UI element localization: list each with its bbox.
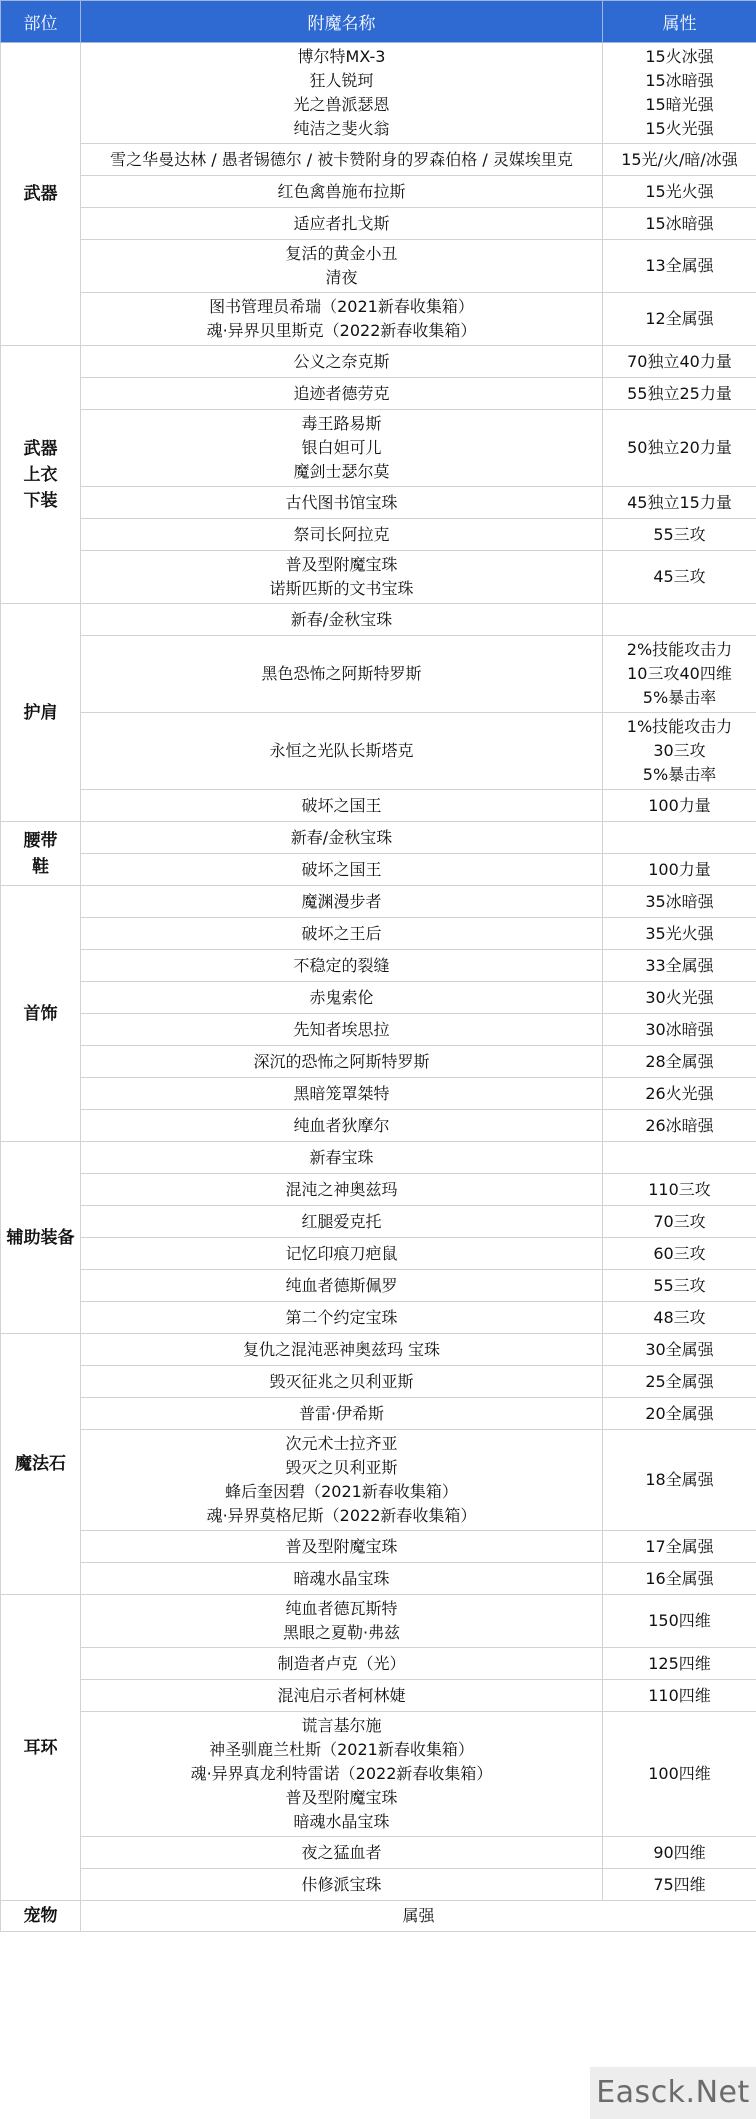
- table-row: [1, 43, 756, 144]
- attribute-value: 50独立20力量: [627, 438, 732, 457]
- table-row-pet: [1, 1901, 756, 1932]
- enchant-name: 先知者埃思拉: [293, 1019, 390, 1039]
- attribute-cell: [603, 378, 756, 410]
- enchant-name: 佧修派宝珠: [301, 1874, 382, 1894]
- part-cell: 魔法石: [1, 1334, 81, 1595]
- enchant-name-cell: [81, 1837, 603, 1869]
- attribute-cell: [603, 176, 756, 208]
- table-row: [1, 1869, 756, 1901]
- attribute-value: 13全属强: [645, 256, 714, 275]
- enchant-name: 黑暗笼罩桀特: [293, 1083, 390, 1103]
- enchant-name: 红腿爱克托: [301, 1211, 382, 1231]
- attribute-value: 45独立15力量: [627, 492, 732, 512]
- enchant-name-cell: [81, 1869, 603, 1901]
- enchant-name: 蜂后奎因碧（2021新春收集箱）: [225, 1482, 458, 1501]
- enchant-name-cell: [81, 1142, 603, 1174]
- table-row: [1, 886, 756, 918]
- attribute-value: 5%暴击率: [642, 688, 717, 707]
- attribute-value: 48三攻: [653, 1307, 706, 1327]
- part-cell: 护肩: [1, 604, 81, 822]
- attribute-cell: [603, 551, 756, 604]
- enchant-name: 光之兽派瑟恩: [293, 95, 390, 114]
- enchant-name-cell: [81, 1680, 603, 1712]
- attribute-value: 55独立25力量: [627, 383, 732, 403]
- enchant-name: 新春/金秋宝珠: [290, 827, 393, 847]
- attribute-value: 60三攻: [653, 1243, 706, 1263]
- table-row: [1, 822, 756, 854]
- enchant-name: 暗魂水晶宝珠: [293, 1568, 390, 1588]
- table-row: [1, 240, 756, 293]
- attribute-cell: [603, 1837, 756, 1869]
- attribute-cell: [603, 604, 756, 636]
- table-row: [1, 1238, 756, 1270]
- attribute-cell: [603, 1142, 756, 1174]
- table-row: [1, 950, 756, 982]
- enchant-name-cell: [81, 519, 603, 551]
- enchant-name: 清夜: [325, 268, 358, 287]
- attribute-value: 55三攻: [653, 524, 706, 544]
- attribute-value: 45三攻: [653, 567, 706, 586]
- header-attr: 属性: [603, 1, 756, 43]
- attribute-cell: [603, 519, 756, 551]
- attribute-cell: [603, 346, 756, 378]
- enchant-name: 混沌启示者柯林婕: [277, 1685, 406, 1705]
- enchant-name: 不稳定的裂缝: [293, 955, 390, 975]
- table-row: [1, 1174, 756, 1206]
- table-body: [1, 43, 756, 1932]
- attribute-value: 15火光强: [645, 119, 714, 138]
- enchant-name-cell: [81, 1712, 603, 1837]
- enchant-name-cell: [81, 822, 603, 854]
- table-row: [1, 1334, 756, 1366]
- enchant-name: 适应者扎戈斯: [293, 213, 390, 233]
- enchant-name-cell: [81, 43, 603, 144]
- enchant-name: 混沌之神奥兹玛: [285, 1179, 398, 1199]
- attribute-value: 15暗光强: [645, 95, 714, 114]
- enchant-name: 黑眼之夏勒·弗兹: [282, 1623, 401, 1642]
- attribute-value: 15火冰强: [645, 47, 714, 66]
- table-row: [1, 346, 756, 378]
- enchant-name-cell: [81, 144, 603, 176]
- table-row: [1, 713, 756, 790]
- attribute-value: 16全属强: [645, 1568, 714, 1588]
- enchant-name-cell: [81, 1238, 603, 1270]
- enchant-name: 记忆印痕刀疤鼠: [285, 1243, 398, 1263]
- table-row: [1, 519, 756, 551]
- enchant-name: 博尔特MX-3: [297, 47, 386, 66]
- enchant-name-cell: [81, 487, 603, 519]
- table-row: [1, 1142, 756, 1174]
- table-row: [1, 1680, 756, 1712]
- enchant-name-cell: [81, 551, 603, 604]
- table-row: [1, 1302, 756, 1334]
- part-cell: 腰带 鞋: [1, 822, 81, 886]
- enchant-name: 毁灭征兆之贝利亚斯: [269, 1371, 414, 1391]
- attribute-value: 100四维: [648, 1764, 711, 1783]
- table-row: [1, 854, 756, 886]
- attribute-cell: [603, 487, 756, 519]
- enchant-name-cell: [81, 713, 603, 790]
- attribute-value: 18全属强: [645, 1470, 714, 1489]
- part-cell: 耳环: [1, 1595, 81, 1901]
- attribute-cell: [603, 1366, 756, 1398]
- enchant-name: 普及型附魔宝珠: [285, 555, 398, 574]
- attribute-value: 15冰暗强: [645, 213, 714, 233]
- enchant-name: 狂人锐珂: [309, 71, 374, 90]
- attribute-cell: [603, 1595, 756, 1648]
- attribute-value: 125四维: [648, 1653, 711, 1673]
- attribute-cell: [603, 1712, 756, 1837]
- attribute-cell: [603, 636, 756, 713]
- attribute-value: 30火光强: [645, 987, 714, 1007]
- attribute-value: 70独立40力量: [627, 351, 732, 371]
- table-row: [1, 1398, 756, 1430]
- enchant-name-cell: [81, 1334, 603, 1366]
- attribute-cell: [603, 410, 756, 487]
- attribute-cell: [603, 1334, 756, 1366]
- table-row: [1, 487, 756, 519]
- enchant-name: 追迹者德劳克: [293, 383, 390, 403]
- enchant-name-cell: [81, 604, 603, 636]
- attribute-value: 100力量: [648, 859, 711, 879]
- attribute-value: 30冰暗强: [645, 1019, 714, 1039]
- enchant-name: 破坏之国王: [301, 859, 382, 879]
- enchant-name: 夜之猛血者: [301, 1842, 382, 1862]
- enchant-name: 毒王路易斯: [301, 414, 382, 433]
- attribute-value: 150四维: [648, 1611, 711, 1630]
- attribute-cell: [603, 854, 756, 886]
- attribute-cell: [603, 1531, 756, 1563]
- table-row: [1, 1595, 756, 1648]
- attribute-value: 35冰暗强: [645, 891, 714, 911]
- attribute-cell: [603, 240, 756, 293]
- enchant-name: 普雷·伊希斯: [298, 1403, 385, 1423]
- enchant-name-cell: [81, 1648, 603, 1680]
- table-row: [1, 1712, 756, 1837]
- attribute-cell: [603, 1430, 756, 1531]
- enchant-name: 制造者卢克（光）: [277, 1653, 406, 1673]
- enchant-name-cell: [81, 1078, 603, 1110]
- attribute-cell: [603, 822, 756, 854]
- table-row: [1, 1014, 756, 1046]
- attribute-value: 28全属强: [645, 1051, 714, 1071]
- attribute-value: 70三攻: [653, 1211, 706, 1231]
- attribute-value: 55三攻: [653, 1275, 706, 1295]
- attribute-cell: [603, 1110, 756, 1142]
- part-cell: 辅助装备: [1, 1142, 81, 1334]
- enchant-name: 公义之奈克斯: [293, 351, 390, 371]
- enchant-name: 魔渊漫步者: [301, 891, 382, 911]
- enchant-name: 普及型附魔宝珠: [285, 1536, 398, 1556]
- table-row: [1, 790, 756, 822]
- enchant-name-cell: [81, 1430, 603, 1531]
- attribute-cell: [603, 1302, 756, 1334]
- enchant-name-cell: [81, 378, 603, 410]
- enchant-name: 永恒之光队长斯塔克: [269, 741, 414, 760]
- enchant-name: 暗魂水晶宝珠: [293, 1812, 390, 1831]
- attribute-cell: [603, 950, 756, 982]
- enchant-name: 银白妲可儿: [301, 438, 382, 457]
- header-part: 部位: [1, 1, 81, 43]
- enchant-name-cell: [81, 1206, 603, 1238]
- attribute-cell: [603, 982, 756, 1014]
- enchant-name: 深沉的恐怖之阿斯特罗斯: [253, 1051, 430, 1071]
- attribute-cell: [603, 1078, 756, 1110]
- enchant-name-cell: [81, 208, 603, 240]
- enchant-name: 神圣驯鹿兰杜斯（2021新春收集箱）: [209, 1740, 474, 1759]
- table-row: [1, 1531, 756, 1563]
- enchant-name: 复活的黄金小丑: [285, 244, 398, 263]
- attribute-cell: [603, 208, 756, 240]
- enchant-name-cell: [81, 1270, 603, 1302]
- attribute-value: 12全属强: [645, 309, 714, 328]
- attribute-value: 110三攻: [648, 1179, 711, 1199]
- attribute-value: 2%技能攻击力: [626, 640, 733, 659]
- enchant-name: 诺斯匹斯的文书宝珠: [269, 579, 414, 598]
- attribute-value: 75四维: [653, 1874, 706, 1894]
- enchant-name: 纯血者德瓦斯特: [285, 1599, 398, 1618]
- enchant-name-cell: [81, 1366, 603, 1398]
- enchant-name-cell: [81, 1174, 603, 1206]
- enchant-name-cell: [81, 1302, 603, 1334]
- attribute-cell: [603, 1206, 756, 1238]
- header-row: [1, 1, 756, 43]
- attribute-value: 30全属强: [645, 1339, 714, 1359]
- table-row: [1, 982, 756, 1014]
- enchant-name-cell: [81, 982, 603, 1014]
- enchant-name: 破坏之王后: [301, 923, 382, 943]
- enchant-name: 纯洁之斐火翁: [293, 119, 390, 138]
- attribute-cell: [603, 293, 756, 346]
- attribute-cell: [603, 790, 756, 822]
- enchant-name: 次元术士拉齐亚: [285, 1434, 398, 1453]
- part-cell: 武器: [1, 43, 81, 346]
- enchant-name: 第二个约定宝珠: [285, 1307, 398, 1327]
- enchant-name-cell: [81, 1398, 603, 1430]
- enchant-name-cell: [81, 1014, 603, 1046]
- enchant-name: 毁灭之贝利亚斯: [285, 1458, 398, 1477]
- table-row: [1, 604, 756, 636]
- table-row: [1, 1046, 756, 1078]
- enchant-name: 祭司长阿拉克: [293, 524, 390, 544]
- attribute-value: 1%技能攻击力: [626, 717, 733, 736]
- table-row: [1, 144, 756, 176]
- enchant-name-cell: [81, 886, 603, 918]
- attribute-cell: [603, 1869, 756, 1901]
- enchant-name: 图书管理员希瑞（2021新春收集箱）: [209, 297, 474, 316]
- attribute-cell: [603, 1648, 756, 1680]
- table-row: [1, 378, 756, 410]
- table-row: [1, 1837, 756, 1869]
- table-row: [1, 1078, 756, 1110]
- enchant-name-cell: [81, 176, 603, 208]
- enchant-name-cell: [81, 240, 603, 293]
- attribute-value: 33全属强: [645, 955, 714, 975]
- attribute-value: 15光/火/暗/冰强: [621, 149, 738, 169]
- attribute-value: 100力量: [648, 795, 711, 815]
- part-cell: 宠物: [1, 1901, 81, 1932]
- attribute-cell: [603, 1680, 756, 1712]
- attribute-cell: [603, 1270, 756, 1302]
- attribute-value: 15光火强: [645, 181, 714, 201]
- attribute-value: 26火光强: [645, 1083, 714, 1103]
- pet-attribute-cell: 属强: [81, 1901, 756, 1932]
- table-row: [1, 918, 756, 950]
- enchant-name: 纯血者德斯佩罗: [285, 1275, 398, 1295]
- header-name: 附魔名称: [81, 1, 603, 43]
- enchant-name-cell: [81, 950, 603, 982]
- attribute-value: 20全属强: [645, 1403, 714, 1423]
- site-watermark: Easck.Net: [590, 2067, 756, 2119]
- enchant-name-cell: [81, 854, 603, 886]
- enchant-name: 雪之华曼达林 / 愚者锡德尔 / 被卡赞附身的罗森伯格 / 灵媒埃里克: [110, 149, 573, 169]
- attribute-cell: [603, 1398, 756, 1430]
- enchant-name-cell: [81, 346, 603, 378]
- enchant-name-cell: [81, 1563, 603, 1595]
- attribute-value: 35光火强: [645, 923, 714, 943]
- attribute-cell: [603, 144, 756, 176]
- enchant-name-cell: [81, 918, 603, 950]
- attribute-value: 30三攻: [653, 741, 706, 760]
- enchant-name: 魂·异界莫格尼斯（2022新春收集箱）: [206, 1506, 477, 1525]
- enchant-name: 纯血者狄摩尔: [293, 1115, 390, 1135]
- attribute-value: 10三攻40四维: [627, 664, 732, 683]
- enchant-name: 破坏之国王: [301, 795, 382, 815]
- attribute-value: 90四维: [653, 1842, 706, 1862]
- table-row: [1, 293, 756, 346]
- table-row: [1, 1366, 756, 1398]
- enchant-name-cell: [81, 790, 603, 822]
- enchant-name: 新春宝珠: [309, 1147, 374, 1167]
- attribute-cell: [603, 713, 756, 790]
- enchant-name: 普及型附魔宝珠: [285, 1788, 398, 1807]
- attribute-value: 15冰暗强: [645, 71, 714, 90]
- enchant-name-cell: [81, 1595, 603, 1648]
- attribute-value: 25全属强: [645, 1371, 714, 1391]
- attribute-cell: [603, 1563, 756, 1595]
- table-row: [1, 1648, 756, 1680]
- enchant-name: 新春/金秋宝珠: [290, 609, 393, 629]
- table-row: [1, 1270, 756, 1302]
- enchant-name-cell: [81, 293, 603, 346]
- table-row: [1, 636, 756, 713]
- enchant-name: 古代图书馆宝珠: [285, 492, 398, 512]
- enchant-name: 赤鬼索伦: [309, 987, 374, 1007]
- attribute-cell: [603, 1174, 756, 1206]
- enchant-name: 谎言基尔施: [301, 1716, 382, 1735]
- table-row: [1, 1563, 756, 1595]
- enchant-name: 复仇之混沌恶神奥兹玛 宝珠: [242, 1339, 441, 1359]
- attribute-cell: [603, 1238, 756, 1270]
- table-row: [1, 176, 756, 208]
- table-row: [1, 208, 756, 240]
- enchant-name-cell: [81, 636, 603, 713]
- attribute-value: 17全属强: [645, 1536, 714, 1556]
- enchant-name: 魂·异界贝里斯克（2022新春收集箱）: [206, 321, 477, 340]
- enchant-name-cell: [81, 410, 603, 487]
- enchant-name: 魂·异界真龙利特雷诺（2022新春收集箱）: [190, 1764, 493, 1783]
- part-cell: 武器 上衣 下装: [1, 346, 81, 604]
- enchant-name-cell: [81, 1046, 603, 1078]
- enchant-name: 魔剑士瑟尔莫: [293, 462, 390, 481]
- attribute-cell: [603, 43, 756, 144]
- enchant-name-cell: [81, 1531, 603, 1563]
- table-row: [1, 551, 756, 604]
- enchant-name: 黑色恐怖之阿斯特罗斯: [261, 664, 422, 683]
- attribute-cell: [603, 1046, 756, 1078]
- attribute-cell: [603, 918, 756, 950]
- enchant-name: 红色禽兽施布拉斯: [277, 181, 406, 201]
- attribute-value: 26冰暗强: [645, 1115, 714, 1135]
- part-cell: 首饰: [1, 886, 81, 1142]
- enchant-name-cell: [81, 1110, 603, 1142]
- attribute-value: 110四维: [648, 1685, 711, 1705]
- table-row: [1, 1430, 756, 1531]
- attribute-cell: [603, 1014, 756, 1046]
- table-row: [1, 1206, 756, 1238]
- attribute-cell: [603, 886, 756, 918]
- attribute-value: 5%暴击率: [642, 765, 717, 784]
- table-row: [1, 1110, 756, 1142]
- table-row: [1, 410, 756, 487]
